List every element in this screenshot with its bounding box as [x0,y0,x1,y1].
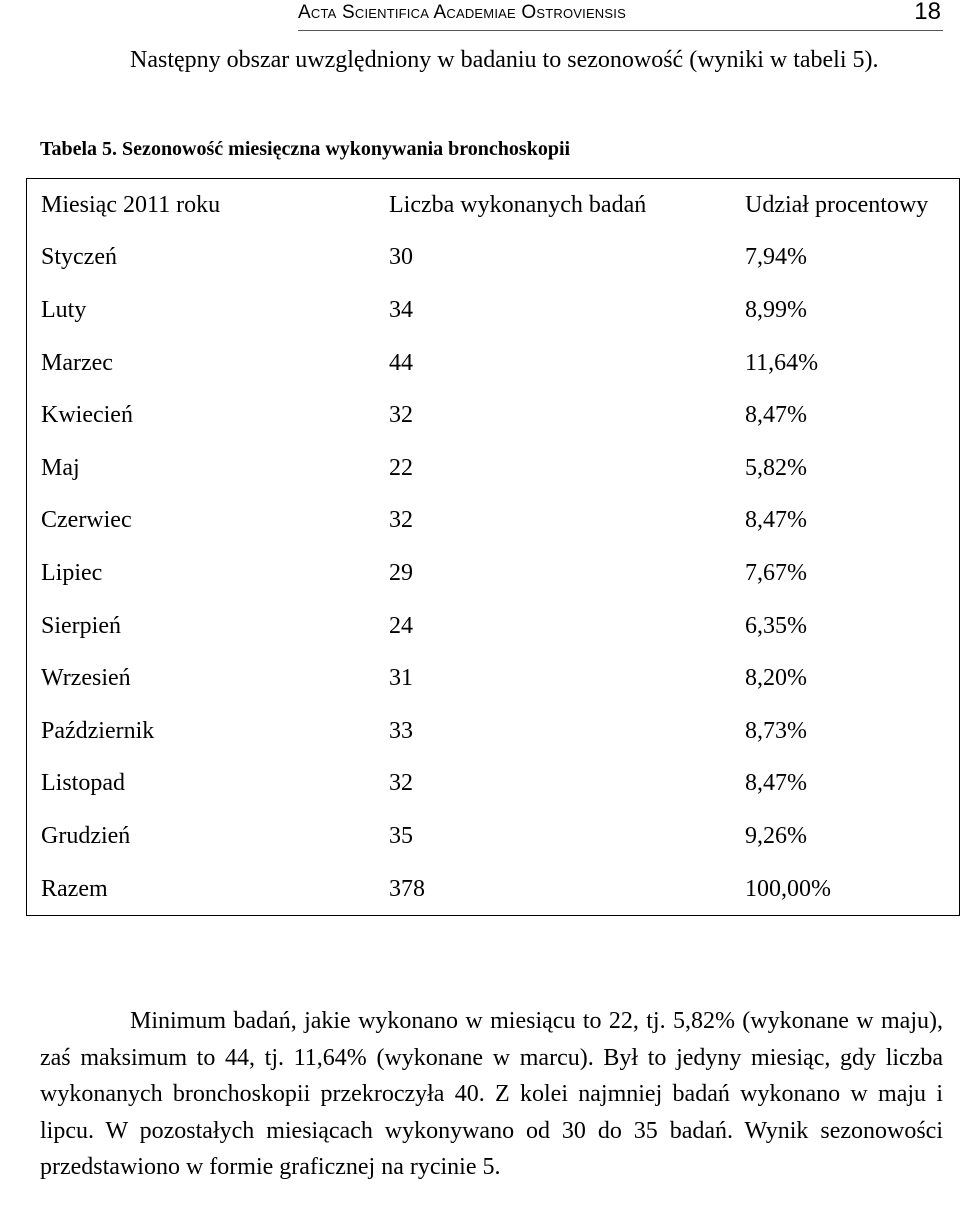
table-row [27,389,960,442]
count-cell: 31 [389,665,413,692]
table-row [27,442,960,495]
table-row [27,600,960,653]
table-row [27,337,960,390]
table-row [27,232,960,285]
column-header-percent: Udział procentowy [745,191,929,218]
month-cell: Styczeń [41,244,117,271]
page-number: 18 [914,0,941,25]
journal-title: Acta Scientifica Academiae Ostroviensis [298,2,626,23]
month-cell: Wrzesień [41,665,131,692]
table-row [27,810,960,863]
percent-cell: 5,82% [745,454,807,481]
percent-cell: 100,00% [745,875,831,902]
percent-cell: 8,20% [745,665,807,692]
month-cell: Razem [41,875,108,902]
closing-paragraph: Minimum badań, jakie wykonano w miesiącu to 22, tj. 5,82% (wykonane w maju), zaś maksimum to 44, tj. 11,64% (wykonane w marcu). Był to jedyny miesiąc, gdy liczba wykonanych bronchoskopii przekroczyła 40. Z kolei najmniej badań wykonano w maju i lipcu. W pozostałych miesiącach wykonywano od 30 do 35 badań. Wynik sezonowości przedstawiono w formie graficznej na rycinie 5. [40,1008,943,1180]
month-cell: Luty [41,296,87,323]
month-cell: Grudzień [41,822,131,849]
table-row [27,652,960,705]
month-cell: Maj [41,454,80,481]
column-header-month: Miesiąc 2011 roku [41,191,221,218]
count-cell: 35 [389,822,413,849]
intro-paragraph: Następny obszar uwzględniony w badaniu to sezonowość (wyniki w tabeli 5). [130,47,879,73]
percent-cell: 8,73% [745,717,807,744]
count-cell: 33 [389,717,413,744]
count-cell: 34 [389,296,413,323]
percent-cell: 9,26% [745,822,807,849]
percent-cell: 7,94% [745,244,807,271]
count-cell: 32 [389,507,413,534]
percent-cell: 7,67% [745,559,807,586]
month-cell: Sierpień [41,612,121,639]
month-cell: Listopad [41,770,125,797]
table-row [27,495,960,548]
month-cell: Marzec [41,349,113,376]
percent-cell: 8,99% [745,296,807,323]
percent-cell: 6,35% [745,612,807,639]
count-cell: 32 [389,770,413,797]
table-total-row [27,863,960,916]
running-header [298,0,943,31]
table-caption: Tabela 5. Sezonowość miesięczna wykonywania bronchoskopii [40,138,571,160]
month-cell: Kwiecień [41,402,133,429]
count-cell: 24 [389,612,413,639]
percent-cell: 8,47% [745,770,807,797]
percent-cell: 8,47% [745,507,807,534]
seasonality-table [26,178,960,916]
percent-cell: 8,47% [745,402,807,429]
month-cell: Lipiec [41,559,103,586]
table-row [27,758,960,811]
count-cell: 29 [389,559,413,586]
count-cell: 378 [389,875,425,902]
table-row [27,705,960,758]
count-cell: 44 [389,349,413,376]
table-row [27,284,960,337]
table-header-row [27,179,960,232]
percent-cell: 11,64% [745,349,819,376]
column-header-count: Liczba wykonanych badań [389,191,647,218]
month-cell: Czerwiec [41,507,132,534]
month-cell: Październik [41,717,155,744]
table-row [27,547,960,600]
count-cell: 30 [389,244,413,271]
count-cell: 22 [389,454,413,481]
count-cell: 32 [389,402,413,429]
